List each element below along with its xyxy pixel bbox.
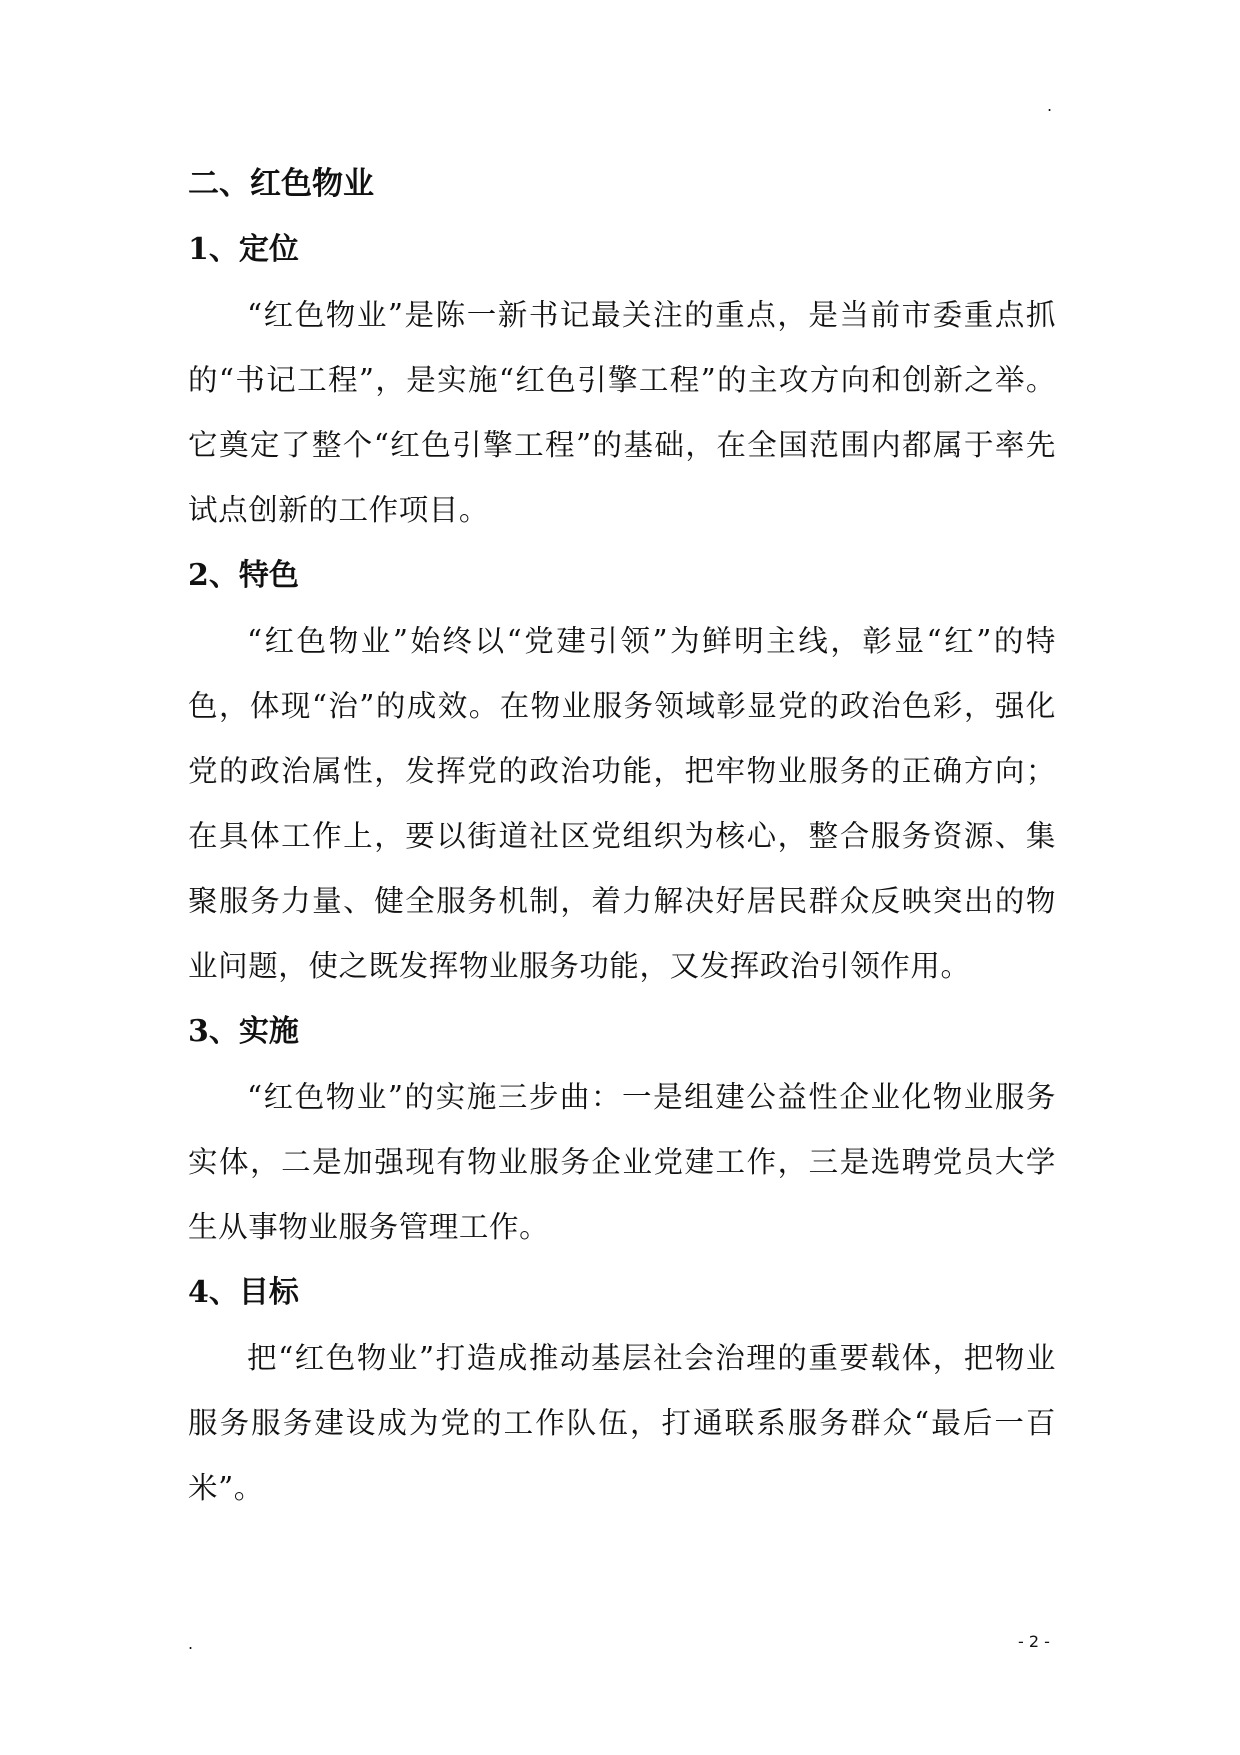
document-title: 二、红色物业: [188, 166, 374, 202]
section-body-positioning: “红色物业”是陈一新书记最关注的重点，是当前市委重点抓的“书记工程”，是实施“红色引擎工程”的主攻方向和创新之举。它奠定了整个“红色引擎工程”的基础，在全国范围内都属于率先试点创新的工作项目。: [188, 298, 1056, 527]
page-number: - 2 -: [1018, 1632, 1050, 1651]
section-body-goals: 把“红色物业”打造成推动基层社会治理的重要载体，把物业服务服务建设成为党的工作队伍，打通联系服务群众“最后一百米”。: [188, 1341, 1056, 1505]
section-heading-implementation: 3、实施: [188, 1014, 299, 1049]
section-body-features: “红色物业”始终以“党建引领”为鲜明主线，彰显“红”的特色，体现“治”的成效。在物业服务领域彰显党的政治色彩，强化党的政治属性，发挥党的政治功能，把牢物业服务的正确方向；在具体工作上，要以街道社区党组织为核心，整合服务资源、集聚服务力量、健全服务机制，着力解决好居民群众反映突出的物业问题，使之既发挥物业服务功能，又发挥政治引领作用。: [188, 624, 1056, 983]
section-heading-positioning: 1、定位: [188, 232, 299, 267]
document-content: [188, 151, 1056, 1521]
section-body-implementation: “红色物业”的实施三步曲：一是组建公益性企业化物业服务实体，二是加强现有物业服务企业党建工作，三是选聘党员大学生从事物业服务管理工作。: [188, 1080, 1056, 1244]
section-heading-goals: 4、目标: [188, 1275, 299, 1310]
section-heading-features: 2、特色: [188, 558, 299, 593]
page-marker-top: .: [1047, 96, 1053, 115]
page-marker-bottom: .: [188, 1634, 194, 1653]
